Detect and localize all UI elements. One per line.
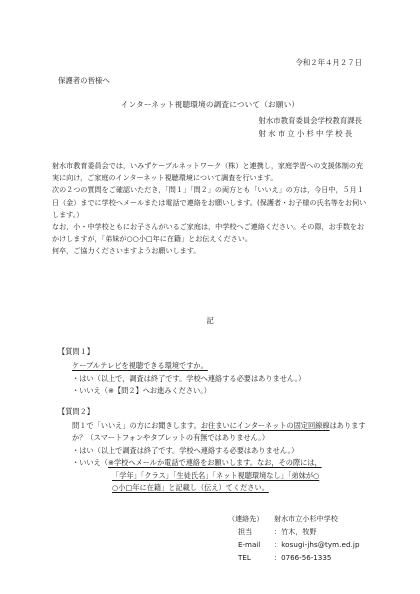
contact-row-email xyxy=(228,538,360,551)
body-paragraph-2: 次の２つの質問をご確認いただき，「問１」「問２」の両方とも「いいえ」の方は，今日中，５月１日（金）までに学校へメールまたは電話で連絡をお願いします。(保護者・お子様の氏名等をお伺いします。） xyxy=(52,185,367,219)
question-1-yes: ・はい（以上で，調査は終了です。学校へ連絡する必要はありません。） xyxy=(72,373,306,383)
contact-block xyxy=(228,512,360,564)
contact-tel: ：0766-56-1335 xyxy=(274,553,332,562)
question-2-no xyxy=(72,457,372,469)
question-2-no-pre: ・いいえ（ xyxy=(72,458,108,468)
contact-person: ：竹木，牧野 xyxy=(274,527,317,536)
contact-email-link[interactable]: ：kosugi-jhs@tym.ed.jp xyxy=(274,540,360,549)
question-2-text-pre: 問１で「いいえ」の方にお聞きします。 xyxy=(72,421,201,430)
question-1-text: ケーブルテレビを視聴できる環境ですか。 xyxy=(72,361,208,370)
question-2-text-underlined-end: 線 xyxy=(322,421,330,430)
issue-date: 令和２年４月２７日 xyxy=(295,58,362,67)
question-2-no-line-2 xyxy=(72,470,372,482)
contact-school: 射水市立小杉中学校 xyxy=(274,514,338,523)
question-2-heading: 【質問２】 xyxy=(58,407,94,416)
sender-line-1: 射水市教育委員会学校教育課長 xyxy=(258,116,362,125)
question-2-body xyxy=(72,420,372,494)
person-label: 担当 xyxy=(238,527,253,536)
question-1-body xyxy=(72,360,305,398)
body-text xyxy=(52,160,368,258)
question-2-no-instruction-1: ※学校へメールか電話で連絡をお願いします。なお，その際には， xyxy=(107,458,322,468)
question-2-text xyxy=(72,420,372,445)
document-title: インターネット視聴環境の調査について（お願い） xyxy=(120,100,300,109)
question-2-text-underlined: お住まいにインターネットの固定回線 xyxy=(200,421,323,430)
question-2-text-post: はありますか？（スマートフォンやタブレットの有無ではありません。） xyxy=(72,421,366,443)
question-2-yes: ・はい（以上で調査は終了です。学校へ連絡する必要はありません。） xyxy=(72,445,299,455)
email-label: E-mail xyxy=(238,540,261,549)
contact-label: （連絡先） xyxy=(228,514,264,523)
contact-row-person xyxy=(228,525,360,538)
contact-row-school xyxy=(228,512,360,525)
tel-label: TEL xyxy=(238,553,251,562)
contact-row-tel xyxy=(228,551,360,564)
question-1-heading: 【質問１】 xyxy=(58,347,94,356)
body-paragraph-4: 何卒，ご協力くださいますようお願いします。 xyxy=(52,246,201,256)
body-paragraph-3: なお，小・中学校ともにお子さんがいるご家庭は，中学校へご連絡ください。その際，お手数をおかけしますが，「弟妹が○○小□年に在籍」とお伝えください。 xyxy=(52,222,365,244)
question-2-no-instruction-2: 「学年」「クラス」「生徒氏名」「ネット視聴環境なし」「弟妹が○ xyxy=(112,470,320,480)
sender-block xyxy=(259,116,362,142)
question-2-no-line-3 xyxy=(72,482,372,494)
body-paragraph-1: 射水市教育委員会では，いみずケーブルネットワーク（株）と連携し，家庭学習への支援体制の充実に向け，ご家庭のインターネット視聴環境について調査を行います。 xyxy=(52,161,364,183)
sender-line-2: 射水市立小杉中学校長 xyxy=(258,129,355,138)
question-2-no-instruction-3: ○小□年に在籍」と記載し（伝え）てください。 xyxy=(112,483,269,493)
question-1-no: ・いいえ（※【問２】へお進みください。） xyxy=(72,386,211,395)
addressee: 保護者の皆様へ xyxy=(58,76,110,85)
ki-heading: 記 xyxy=(206,316,214,325)
